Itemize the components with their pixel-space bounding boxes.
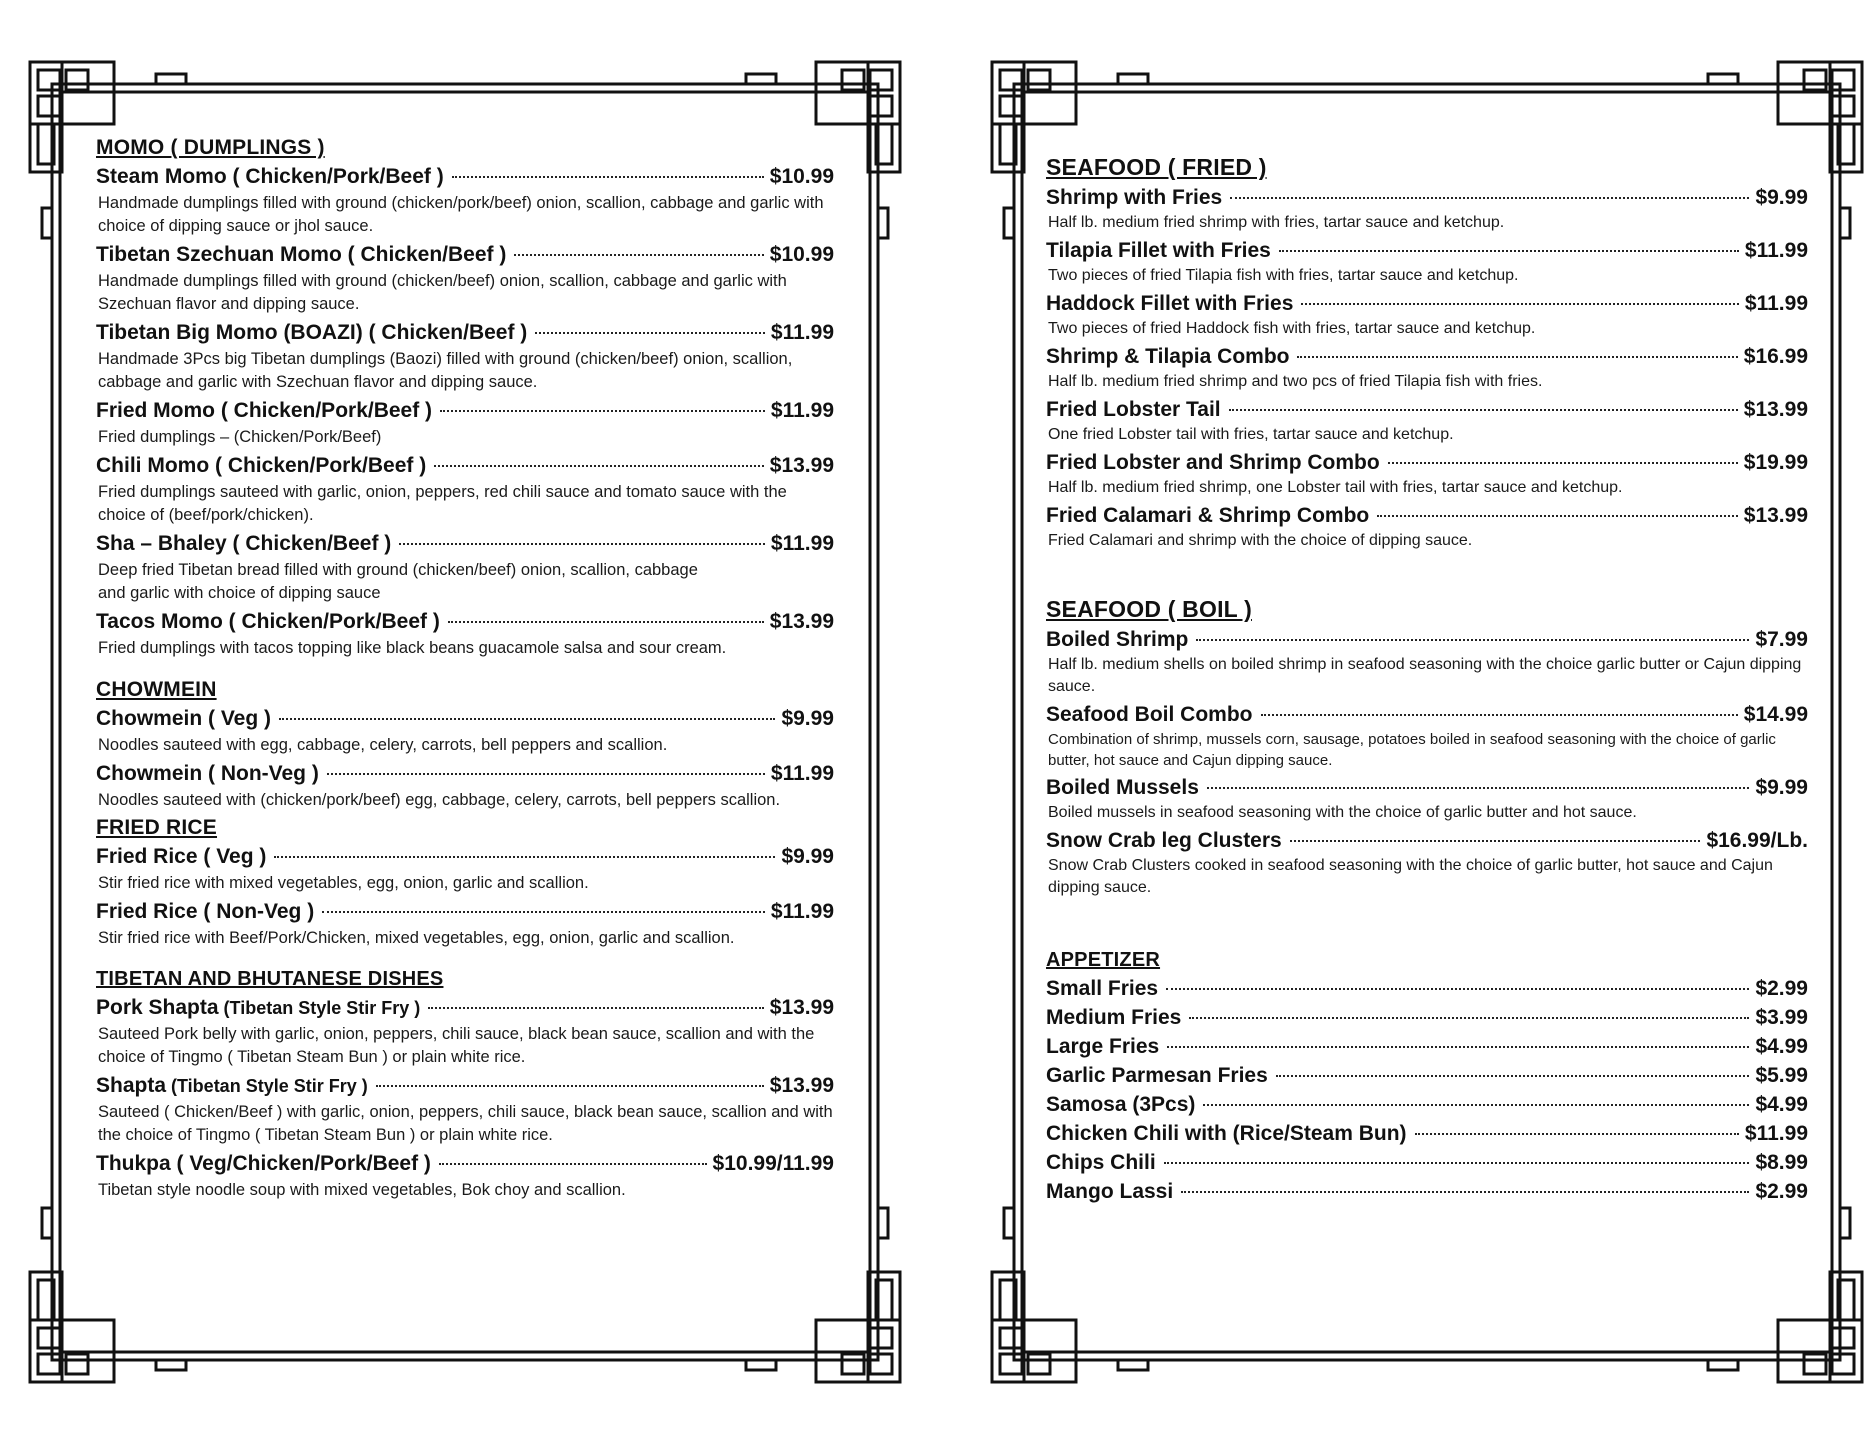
item-description: Stir fried rice with mixed vegetables, egg, onion, garlic and scallion. — [98, 874, 589, 892]
item-name: Medium Fries — [1046, 1006, 1182, 1029]
item-description: Handmade 3Pcs big Tibetan dumplings (Baozi) filled with ground (chicken/beef) onion, scallion, cabbage and garlic with Szechuan flavor and dipping sauce. — [98, 350, 793, 391]
menu-item — [96, 842, 834, 895]
item-price: $2.99 — [1755, 977, 1808, 1000]
leader-dots — [399, 543, 765, 545]
item-description: Fried dumplings sauteed with garlic, onion, peppers, red chili sauce and tomato sauce with the choice of (beef/pork/chicken). — [98, 483, 787, 524]
item-price: $11.99 — [1744, 1122, 1808, 1145]
menu-item — [1046, 1061, 1808, 1090]
menu-item — [1046, 342, 1808, 393]
item-price: $14.99 — [1743, 703, 1808, 726]
item-name: Small Fries — [1046, 977, 1159, 1000]
item-description: Combination of shrimp, mussels corn, sausage, potatoes boiled in seafood seasoning with the choice of garlic butter, hot sauce and Cajun dipping sauce. — [1048, 731, 1776, 769]
item-name: Chips Chili — [1046, 1151, 1156, 1174]
item-name: Seafood Boil Combo — [1046, 703, 1253, 726]
section-title: FRIED RICE — [96, 816, 218, 839]
item-description: Two pieces of fried Haddock fish with fries, tartar sauce and ketchup. — [1048, 320, 1536, 337]
item-name: Tibetan Big Momo (BOAZI) ( Chicken/Beef ) — [96, 321, 528, 344]
item-price: $16.99 — [1743, 345, 1808, 368]
leader-dots — [434, 465, 764, 467]
menu-item — [1046, 625, 1808, 698]
section-appetizer — [1046, 949, 1808, 1206]
section-chowmein — [96, 678, 834, 812]
leader-dots — [448, 621, 764, 623]
menu-item — [1046, 183, 1808, 234]
item-price: $13.99 — [769, 454, 834, 477]
item-description: Two pieces of fried Tilapia fish with fries, tartar sauce and ketchup. — [1048, 267, 1519, 284]
item-description: Half lb. medium shells on boiled shrimp in seafood seasoning with the choice garlic butter or Cajun dipping sauce. — [1048, 656, 1802, 695]
item-description: Fried dumplings – (Chicken/Pork/Beef) — [98, 428, 382, 446]
item-price: $13.99 — [769, 996, 834, 1019]
leader-dots — [1207, 787, 1750, 789]
item-price: $10.99 — [769, 165, 834, 188]
item-price: $13.99 — [1743, 504, 1808, 527]
item-description: Stir fried rice with Beef/Pork/Chicken, mixed vegetables, egg, onion, garlic and scallion. — [98, 929, 735, 947]
item-name: Pork Shapta (Tibetan Style Stir Fry ) — [96, 996, 421, 1019]
leader-dots — [452, 176, 764, 178]
section-title: SEAFOOD ( BOIL ) — [1046, 596, 1252, 622]
leader-dots — [440, 410, 765, 412]
item-description: Tibetan style noodle soup with mixed vegetables, Bok choy and scallion. — [98, 1181, 626, 1199]
item-price: $11.99 — [770, 399, 834, 422]
leader-dots — [1181, 1191, 1749, 1193]
item-price: $13.99 — [769, 1074, 834, 1097]
leader-dots — [327, 773, 765, 775]
item-description: Sauteed Pork belly with garlic, onion, peppers, chili sauce, black bean sauce, scallion and with the choice of Tingmo ( Tibetan Steam Bun ) or plain white rice. — [98, 1025, 815, 1066]
menu-item — [96, 162, 834, 238]
leader-dots — [1261, 714, 1738, 716]
menu-item — [1046, 1003, 1808, 1032]
item-name: Tibetan Szechuan Momo ( Chicken/Beef ) — [96, 243, 507, 266]
menu-content-right — [1046, 154, 1808, 1316]
item-price: $9.99 — [781, 845, 834, 868]
item-name: Fried Calamari & Shrimp Combo — [1046, 504, 1370, 527]
menu-item — [1046, 1032, 1808, 1061]
item-price: $8.99 — [1755, 1151, 1808, 1174]
section-title: CHOWMEIN — [96, 678, 217, 701]
menu-item — [96, 993, 834, 1069]
leader-dots — [1301, 303, 1739, 305]
section-seafood-boil — [1046, 596, 1808, 899]
section-title: SEAFOOD ( FRIED ) — [1046, 154, 1267, 180]
menu-item — [96, 396, 834, 449]
menu-item — [1046, 826, 1808, 899]
item-price: $9.99 — [1755, 776, 1808, 799]
item-name: Fried Momo ( Chicken/Pork/Beef ) — [96, 399, 433, 422]
item-name: Sha – Bhaley ( Chicken/Beef ) — [96, 532, 392, 555]
item-name: Boiled Mussels — [1046, 776, 1199, 799]
leader-dots — [1166, 988, 1749, 990]
item-description: Handmade dumplings filled with ground (chicken/pork/beef) onion, scallion, cabbage and garlic with choice of dipping sauce or jhol sauce. — [98, 194, 824, 235]
item-name: Fried Rice ( Veg ) — [96, 845, 267, 868]
leader-dots — [514, 254, 763, 256]
leader-dots — [1203, 1104, 1749, 1106]
menu-content-left — [96, 136, 834, 1316]
item-price: $7.99 — [1755, 628, 1808, 651]
spacer — [1046, 570, 1808, 596]
menu-item — [96, 759, 834, 812]
menu-item — [1046, 974, 1808, 1003]
item-price: $11.99 — [770, 532, 834, 555]
menu-item — [96, 240, 834, 316]
item-name: Tilapia Fillet with Fries — [1046, 239, 1271, 262]
menu-item — [96, 704, 834, 757]
leader-dots — [1230, 197, 1749, 199]
item-name: Large Fries — [1046, 1035, 1160, 1058]
section-seafood-fried — [1046, 154, 1808, 552]
item-price: $11.99 — [770, 762, 834, 785]
menu-page-right — [988, 58, 1866, 1386]
item-name: Mango Lassi — [1046, 1180, 1174, 1203]
leader-dots — [1297, 356, 1737, 358]
section-title: TIBETAN AND BHUTANESE DISHES — [96, 968, 444, 990]
leader-dots — [1290, 840, 1701, 842]
item-price: $3.99 — [1755, 1006, 1808, 1029]
spacer — [1046, 917, 1808, 949]
item-price: $9.99 — [1755, 186, 1808, 209]
menu-page-left — [26, 58, 904, 1386]
item-name: Samosa (3Pcs) — [1046, 1093, 1196, 1116]
item-name: Fried Lobster and Shrimp Combo — [1046, 451, 1380, 474]
item-description: Handmade dumplings filled with ground (chicken/beef) onion, scallion, cabbage and garlic with Szechuan flavor and dipping sauce. — [98, 272, 787, 313]
leader-dots — [1196, 639, 1749, 641]
leader-dots — [1377, 515, 1738, 517]
item-name: Boiled Shrimp — [1046, 628, 1189, 651]
leader-dots — [1415, 1133, 1739, 1135]
menu-item — [1046, 1148, 1808, 1177]
item-name: Garlic Parmesan Fries — [1046, 1064, 1268, 1087]
item-price: $4.99 — [1755, 1035, 1808, 1058]
leader-dots — [439, 1163, 707, 1165]
leader-dots — [376, 1085, 764, 1087]
item-description: Snow Crab Clusters cooked in seafood seasoning with the choice of garlic butter, hot sauce and Cajun dipping sauce. — [1048, 857, 1773, 896]
leader-dots — [1229, 409, 1738, 411]
item-price: $2.99 — [1755, 1180, 1808, 1203]
item-description: Half lb. medium fried shrimp and two pcs of fried Tilapia fish with fries. — [1048, 373, 1543, 390]
item-description: Half lb. medium fried shrimp with fries, tartar sauce and ketchup. — [1048, 214, 1505, 231]
item-name: Shrimp & Tilapia Combo — [1046, 345, 1290, 368]
leader-dots — [322, 911, 765, 913]
item-price: $10.99/11.99 — [712, 1152, 834, 1175]
item-description: Fried Calamari and shrimp with the choice of dipping sauce. — [1048, 532, 1473, 549]
leader-dots — [428, 1007, 764, 1009]
item-description: One fried Lobster tail with fries, tartar sauce and ketchup. — [1048, 426, 1454, 443]
item-name: Steam Momo ( Chicken/Pork/Beef ) — [96, 165, 444, 188]
leader-dots — [1167, 1046, 1749, 1048]
section-title: MOMO ( DUMPLINGS ) — [96, 136, 325, 159]
leader-dots — [274, 856, 775, 858]
item-description: Half lb. medium fried shrimp, one Lobster tail with fries, tartar sauce and ketchup. — [1048, 479, 1623, 496]
item-name: Chowmein ( Veg ) — [96, 707, 272, 730]
item-price: $10.99 — [769, 243, 834, 266]
item-name: Chowmein ( Non-Veg ) — [96, 762, 319, 785]
menu-item — [96, 607, 834, 660]
item-price: $16.99/Lb. — [1706, 829, 1808, 852]
menu-item — [1046, 501, 1808, 552]
item-name: Chicken Chili with (Rice/Steam Bun) — [1046, 1122, 1407, 1145]
menu-item — [1046, 236, 1808, 287]
leader-dots — [1388, 462, 1738, 464]
leader-dots — [1276, 1075, 1750, 1077]
menu-item — [96, 318, 834, 394]
section-fried-rice — [96, 816, 834, 950]
item-description: Fried dumplings with tacos topping like black beans guacamole salsa and sour cream. — [98, 639, 727, 657]
item-price: $13.99 — [1743, 398, 1808, 421]
item-name: Shapta (Tibetan Style Stir Fry ) — [96, 1074, 368, 1097]
menu-item — [1046, 289, 1808, 340]
item-price: $19.99 — [1743, 451, 1808, 474]
item-description: Sauteed ( Chicken/Beef ) with garlic, onion, peppers, chili sauce, black bean sauce, scallion and with the choice of Tingmo ( Tibetan Steam Bun ) or plain white rice. — [98, 1103, 833, 1144]
item-name: Haddock Fillet with Fries — [1046, 292, 1294, 315]
menu-item — [96, 897, 834, 950]
item-name: Chili Momo ( Chicken/Pork/Beef ) — [96, 454, 427, 477]
menu-item — [1046, 1090, 1808, 1119]
leader-dots — [1189, 1017, 1749, 1019]
item-price: $5.99 — [1755, 1064, 1808, 1087]
item-price: $9.99 — [781, 707, 834, 730]
item-name: Thukpa ( Veg/Chicken/Pork/Beef ) — [96, 1152, 431, 1175]
leader-dots — [535, 332, 765, 334]
menu-item — [96, 529, 834, 605]
item-price: $11.99 — [1744, 292, 1808, 315]
leader-dots — [279, 718, 775, 720]
section-title: APPETIZER — [1046, 949, 1161, 971]
menu-item — [1046, 773, 1808, 824]
item-name: Tacos Momo ( Chicken/Pork/Beef ) — [96, 610, 440, 633]
leader-dots — [1164, 1162, 1750, 1164]
leader-dots — [1279, 250, 1739, 252]
item-price: $11.99 — [770, 321, 834, 344]
item-description: Noodles sauteed with (chicken/pork/beef) egg, cabbage, celery, carrots, bell peppers scallion. — [98, 791, 781, 809]
item-description: Deep fried Tibetan bread filled with ground (chicken/beef) onion, scallion, cabbage and garlic with choice of dipping sauce — [98, 561, 698, 602]
menu-item — [1046, 448, 1808, 499]
item-name: Shrimp with Fries — [1046, 186, 1223, 209]
menu-item — [1046, 1119, 1808, 1148]
section-tibetan-bhutanese — [96, 968, 834, 1202]
menu-item — [1046, 395, 1808, 446]
section-momo — [96, 136, 834, 660]
menu-item — [96, 1071, 834, 1147]
item-name: Snow Crab leg Clusters — [1046, 829, 1282, 852]
item-price: $11.99 — [1744, 239, 1808, 262]
menu-item — [96, 1149, 834, 1202]
item-price: $11.99 — [770, 900, 834, 923]
item-description: Boiled mussels in seafood seasoning with the choice of garlic butter and hot sauce. — [1048, 804, 1637, 821]
item-name: Fried Lobster Tail — [1046, 398, 1221, 421]
menu-item — [96, 451, 834, 527]
menu-item — [1046, 700, 1808, 771]
menu-item — [1046, 1177, 1808, 1206]
item-name: Fried Rice ( Non-Veg ) — [96, 900, 315, 923]
item-description: Noodles sauteed with egg, cabbage, celery, carrots, bell peppers and scallion. — [98, 736, 668, 754]
item-price: $13.99 — [769, 610, 834, 633]
item-price: $4.99 — [1755, 1093, 1808, 1116]
